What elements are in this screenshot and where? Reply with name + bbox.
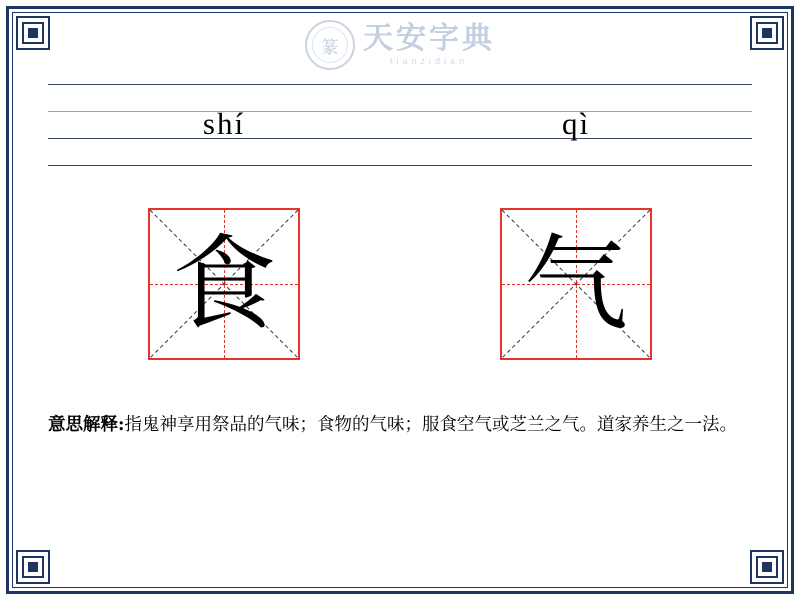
- character-glyph-1: 食: [171, 223, 276, 345]
- pinyin-cell-2: [400, 106, 752, 140]
- corner-ornament-bottom-right: [750, 550, 784, 584]
- character-row: [48, 205, 752, 363]
- character-glyph-2: 气: [523, 223, 628, 345]
- corner-ornament-bottom-left: [16, 550, 50, 584]
- seal-icon-glyph: 篆: [321, 37, 339, 57]
- character-cell-2: [400, 205, 752, 363]
- tianzige-grid-2: [500, 208, 652, 360]
- tianzige-grid-1: [148, 208, 300, 360]
- staff-line-1: [48, 84, 752, 85]
- pinyin-text-1: shí: [202, 105, 246, 141]
- meaning-label: 意思解释:: [48, 415, 125, 435]
- meaning-text: 指鬼神享用祭品的气味；食物的气味；服食空气或芝兰之气。道家养生之一法。: [124, 415, 737, 435]
- seal-circle-icon: [305, 20, 355, 70]
- logo-text: [363, 21, 495, 66]
- pinyin-row: [48, 106, 752, 140]
- pinyin-cell-1: [48, 106, 400, 140]
- meaning-block: [48, 412, 752, 439]
- logo-subtitle: tianzidian: [389, 56, 469, 66]
- site-logo: [0, 16, 800, 74]
- staff-line-4: [48, 165, 752, 166]
- pinyin-staff: [48, 84, 752, 166]
- logo-title: 天安字典: [363, 21, 495, 56]
- character-cell-1: [48, 205, 400, 363]
- pinyin-text-2: qì: [561, 105, 591, 141]
